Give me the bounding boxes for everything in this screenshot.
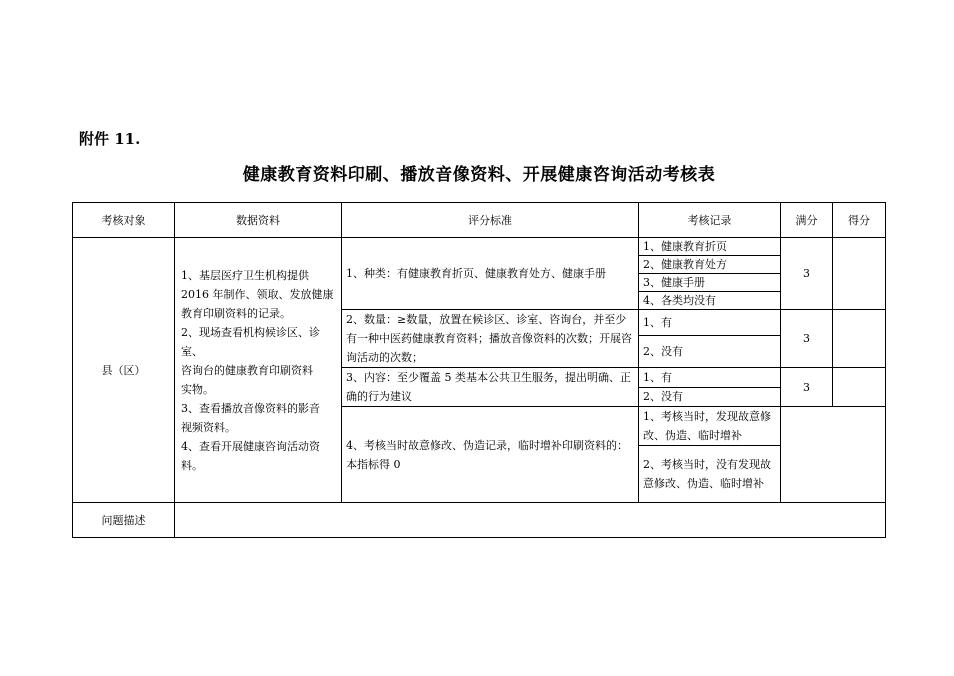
problem-text [175, 503, 886, 538]
data-line: 4、查看开展健康咨询活动资 [181, 439, 320, 453]
criterion-1-record-1: 1、健康教育折页 [639, 238, 781, 256]
data-line: 视频资料。 [181, 420, 236, 434]
data-line: 室、 [181, 344, 203, 358]
header-row [73, 203, 886, 238]
criterion-2-score [833, 310, 886, 368]
header-data-source: 数据资料 [175, 203, 342, 238]
header-record: 考核记录 [639, 203, 781, 238]
criterion-4-text: 4、考核当时故意修改、伪造记录，临时增补印刷资料的：本指标得 0 [342, 407, 639, 503]
criterion-2-full-score: 3 [781, 310, 833, 368]
header-score: 得分 [833, 203, 886, 238]
data-line: 实物。 [181, 382, 214, 396]
criterion-2-record-2: 2、没有 [639, 335, 781, 367]
header-criteria: 评分标准 [342, 203, 639, 238]
criterion-3-record-2: 2、没有 [639, 387, 781, 407]
data-line: 教育印刷资料的记录。 [181, 306, 291, 320]
data-line: 料。 [181, 458, 203, 472]
table-row [73, 238, 886, 256]
criterion-2-record-1: 1、有 [639, 310, 781, 336]
criterion-1-record-3: 3、健康手册 [639, 274, 781, 292]
attachment-label: 附件 11. [79, 130, 141, 148]
criterion-1-full-score: 3 [781, 238, 833, 310]
criterion-1-record-2: 2、健康教育处方 [639, 256, 781, 274]
criterion-4-score-area [781, 407, 886, 503]
header-target: 考核对象 [73, 203, 175, 238]
criterion-1-record-4: 4、各类均没有 [639, 292, 781, 310]
criterion-1-score [833, 238, 886, 310]
criterion-3-score [833, 368, 886, 407]
criterion-4-record-1: 1、考核当时，发现故意修改、伪造、临时增补 [639, 407, 781, 446]
criterion-3-text: 3、内容：至少覆盖 5 类基本公共卫生服务，提出明确、正确的行为建议 [342, 368, 639, 407]
target-cell: 县（区） [73, 238, 175, 503]
criterion-3-record-1: 1、有 [639, 368, 781, 388]
data-line: 2016 年制作、领取、发放健康 [181, 287, 334, 301]
data-line: 2、现场查看机构候诊区、诊 [181, 325, 320, 339]
data-line: 咨询台的健康教育印刷资料 [181, 363, 313, 377]
data-line: 3、查看播放音像资料的影音 [181, 401, 320, 415]
data-source-cell [175, 238, 342, 503]
criterion-3-full-score: 3 [781, 368, 833, 407]
page-title: 健康教育资料印刷、播放音像资料、开展健康咨询活动考核表 [242, 165, 716, 185]
header-full-score: 满分 [781, 203, 833, 238]
criterion-2-text: 2、数量：≥数量，放置在候诊区、诊室、咨询台，并至少有一种中医药健康教育资料；播放音像资料的次数；开展咨询活动的次数； [342, 310, 639, 368]
data-line: 1、基层医疗卫生机构提供 [181, 268, 309, 282]
assessment-table [72, 202, 886, 538]
problem-row [73, 503, 886, 538]
criterion-4-record-2: 2、考核当时，没有发现故意修改、伪造、临时增补 [639, 446, 781, 503]
problem-label: 问题描述 [73, 503, 175, 538]
criterion-1-text: 1、种类：有健康教育折页、健康教育处方、健康手册 [342, 238, 639, 310]
